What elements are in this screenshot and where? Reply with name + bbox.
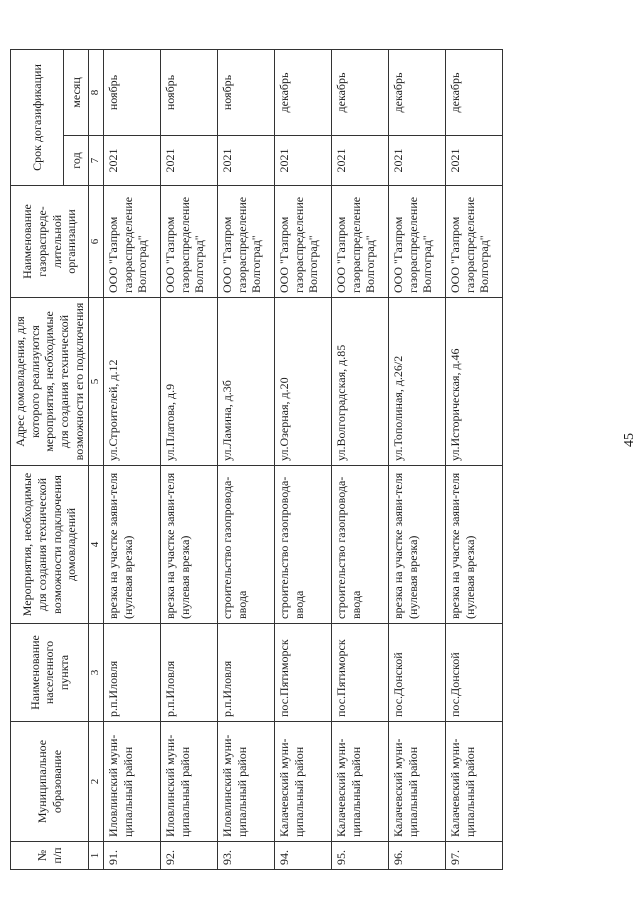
address-cell: ул.Волгоградская, д.85 <box>332 298 389 466</box>
org-cell: ООО "Газпром газораспределение Волгоград" <box>332 186 389 298</box>
column-number: 3 <box>89 624 104 722</box>
table-header <box>11 49 104 869</box>
settlement-cell: пос.Пятиморск <box>332 624 389 722</box>
row-number: 91. <box>104 842 161 870</box>
header-settlement: Наименование населенного пункта <box>11 624 89 722</box>
settlement-cell: пос.Донской <box>389 624 446 722</box>
row-number: 94. <box>275 842 332 870</box>
settlement-cell: пос.Пятиморск <box>275 624 332 722</box>
header-num: № п/п <box>11 842 89 870</box>
org-cell: ООО "Газпром газораспределение Волгоград" <box>389 186 446 298</box>
month-cell: декабрь <box>332 49 389 135</box>
month-cell: декабрь <box>389 49 446 135</box>
row-number: 93. <box>218 842 275 870</box>
measures-cell: врезка на участке заяви-теля (нулевая врезка) <box>446 466 503 624</box>
year-cell: 2021 <box>332 136 389 186</box>
header-month: месяц <box>64 49 89 135</box>
address-cell: ул.Платова, д.9 <box>161 298 218 466</box>
table-row <box>332 49 389 869</box>
row-number: 92. <box>161 842 218 870</box>
column-number: 1 <box>89 842 104 870</box>
settlement-cell: пос.Донской <box>446 624 503 722</box>
measures-cell: строительство газопровода-ввода <box>218 466 275 624</box>
header-deadline: Срок догазификации <box>11 49 64 185</box>
municipal-cell: Калачевский муни-ципальный район <box>275 722 332 842</box>
gasification-table <box>10 49 503 870</box>
header-year: год <box>64 136 89 186</box>
table-row <box>275 49 332 869</box>
month-cell: ноябрь <box>218 49 275 135</box>
column-number-row <box>89 49 104 869</box>
municipal-cell: Иловлинский муни-ципальный район <box>104 722 161 842</box>
org-cell: ООО "Газпром газораспределение Волгоград" <box>446 186 503 298</box>
year-cell: 2021 <box>275 136 332 186</box>
measures-cell: строительство газопровода-ввода <box>275 466 332 624</box>
column-number: 2 <box>89 722 104 842</box>
month-cell: ноябрь <box>161 49 218 135</box>
settlement-cell: р.п.Иловля <box>218 624 275 722</box>
municipal-cell: Калачевский муни-ципальный район <box>446 722 503 842</box>
header-org: Наименование газораспреде-лительной организации <box>11 186 89 298</box>
org-cell: ООО "Газпром газораспределение Волгоград" <box>218 186 275 298</box>
column-number: 5 <box>89 298 104 466</box>
column-number: 6 <box>89 186 104 298</box>
municipal-cell: Иловлинский муни-ципальный район <box>218 722 275 842</box>
measures-cell: врезка на участке заяви-теля (нулевая врезка) <box>389 466 446 624</box>
document-page <box>10 10 637 870</box>
address-cell: ул.Озерная, д.20 <box>275 298 332 466</box>
org-cell: ООО "Газпром газораспределение Волгоград" <box>161 186 218 298</box>
column-number: 8 <box>89 49 104 135</box>
row-number: 95. <box>332 842 389 870</box>
table-body <box>104 49 503 869</box>
table-row <box>446 49 503 869</box>
address-cell: ул.Строителей, д.12 <box>104 298 161 466</box>
measures-cell: строительство газопровода-ввода <box>332 466 389 624</box>
table-row <box>161 49 218 869</box>
column-number: 4 <box>89 466 104 624</box>
header-municipal: Муниципальное образование <box>11 722 89 842</box>
measures-cell: врезка на участке заяви-теля (нулевая врезка) <box>161 466 218 624</box>
org-cell: ООО "Газпром газораспределение Волгоград" <box>275 186 332 298</box>
table-row <box>218 49 275 869</box>
table-row <box>389 49 446 869</box>
header-address: Адрес домовладения, для которого реализуются мероприятия, необходимые для создания технической возможности его подключения <box>11 298 89 466</box>
year-cell: 2021 <box>389 136 446 186</box>
page-number: 45 <box>622 433 637 447</box>
month-cell: декабрь <box>275 49 332 135</box>
address-cell: ул.Историческая, д.46 <box>446 298 503 466</box>
column-number: 7 <box>89 136 104 186</box>
row-number: 96. <box>389 842 446 870</box>
year-cell: 2021 <box>161 136 218 186</box>
header-measures: Мероприятия, необходимые для создания технической возможности подключения домовладений <box>11 466 89 624</box>
address-cell: ул.Тополиная, д.26/2 <box>389 298 446 466</box>
year-cell: 2021 <box>446 136 503 186</box>
row-number: 97. <box>446 842 503 870</box>
year-cell: 2021 <box>218 136 275 186</box>
settlement-cell: р.п.Иловля <box>161 624 218 722</box>
municipal-cell: Иловлинский муни-ципальный район <box>161 722 218 842</box>
measures-cell: врезка на участке заяви-теля (нулевая врезка) <box>104 466 161 624</box>
org-cell: ООО "Газпром газораспределение Волгоград" <box>104 186 161 298</box>
settlement-cell: р.п.Иловля <box>104 624 161 722</box>
municipal-cell: Калачевский муни-ципальный район <box>332 722 389 842</box>
address-cell: ул.Ламина, д.3б <box>218 298 275 466</box>
municipal-cell: Калачевский муни-ципальный район <box>389 722 446 842</box>
month-cell: декабрь <box>446 49 503 135</box>
month-cell: ноябрь <box>104 49 161 135</box>
year-cell: 2021 <box>104 136 161 186</box>
table-row <box>104 49 161 869</box>
